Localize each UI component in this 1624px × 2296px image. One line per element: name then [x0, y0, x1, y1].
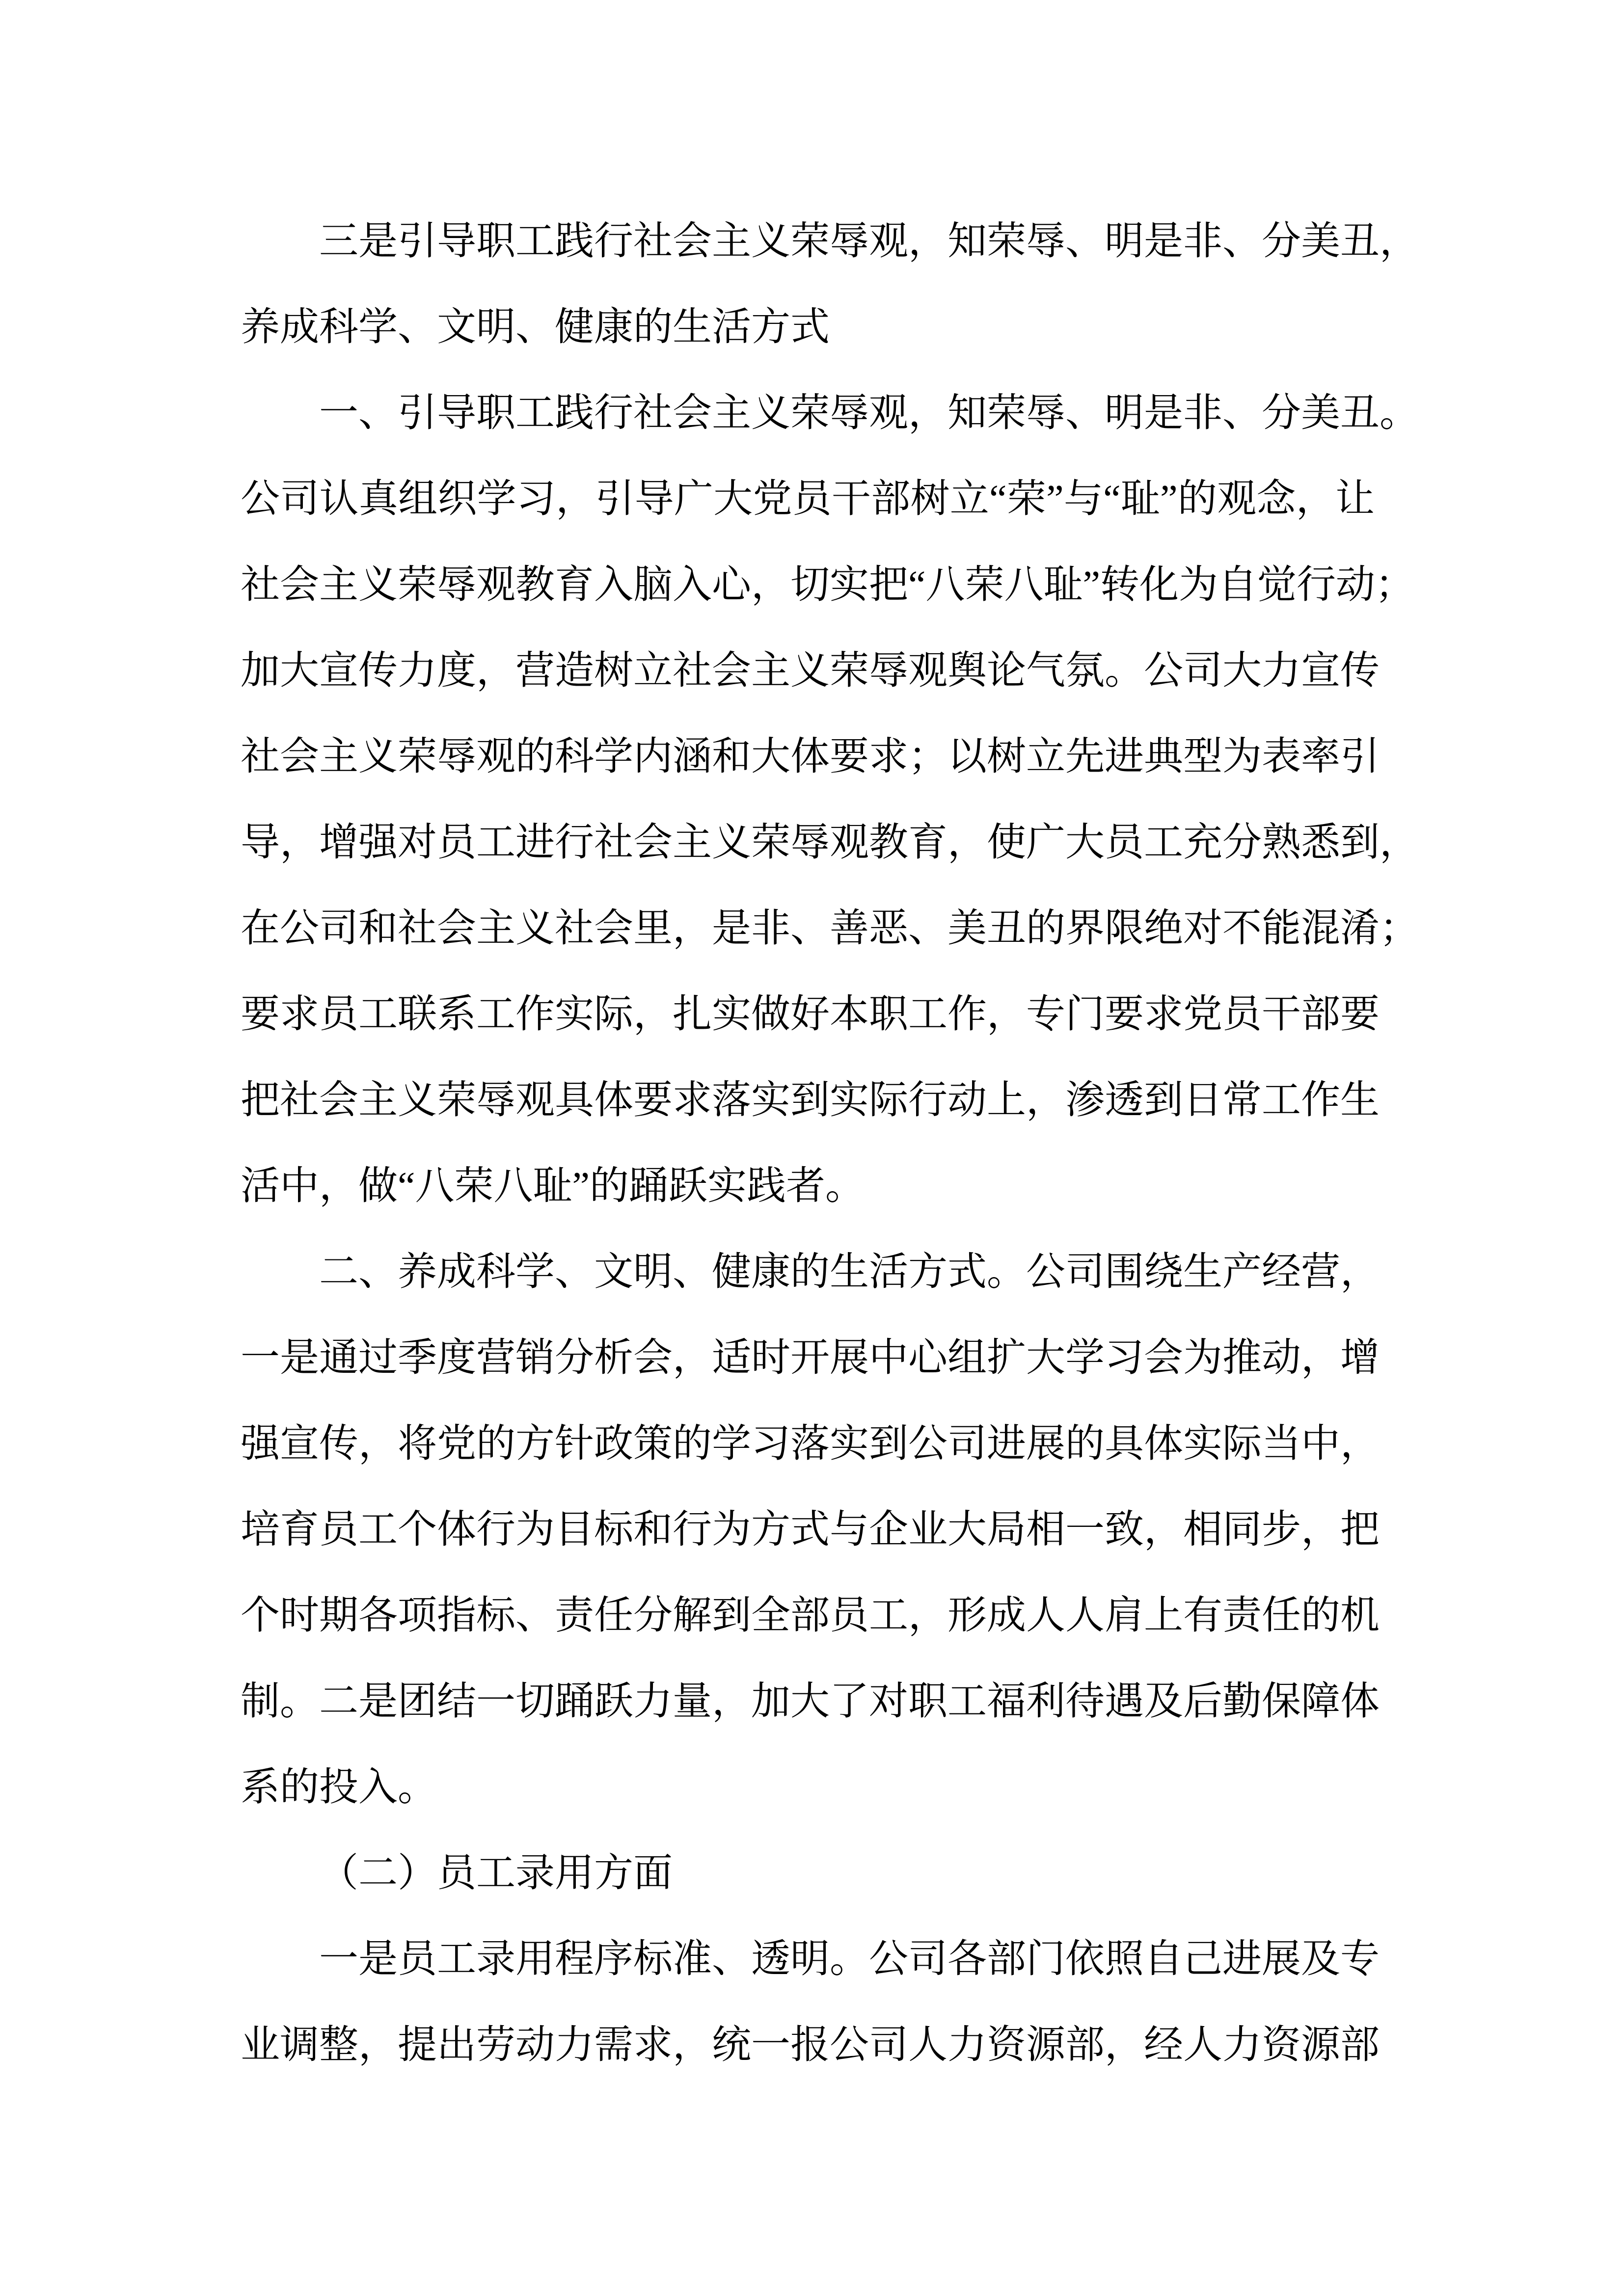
paragraph: [241, 1229, 1380, 1831]
text-line: 在公司和社会主义社会里，是非、善恶、美丑的界限绝对不能混淆；: [241, 907, 1419, 950]
text-line: 养成科学、文明、健康的生活方式: [241, 306, 830, 349]
text-line: 加大宣传力度，营造树立社会主义荣辱观舆论气氛。公司大力宣传: [241, 649, 1380, 693]
text-line: 制。二是团结一切踊跃力量，加大了对职工福利待遇及后勤保障体: [241, 1680, 1380, 1723]
text-line: 社会主义荣辱观的科学内涵和大体要求；以树立先进典型为表率引: [241, 735, 1380, 778]
text-line: 一、引导职工践行社会主义荣辱观，知荣辱、明是非、分美丑。: [319, 392, 1419, 435]
document-body: [241, 199, 1419, 2088]
text-line: 系的投入。: [241, 1766, 437, 1809]
text-line: 要求员工联系工作实际，扎实做好本职工作，专门要求党员干部要: [241, 993, 1380, 1036]
paragraph: [241, 1917, 1380, 2088]
paragraph: [241, 371, 1419, 1229]
text-line: 业调整，提出劳动力需求，统一报公司人力资源部，经人力资源部: [241, 2024, 1380, 2067]
paragraph: [241, 199, 1419, 371]
text-line: 把社会主义荣辱观具体要求落实到实际行动上，渗透到日常工作生: [241, 1079, 1380, 1122]
text-line: 二、养成科学、文明、健康的生活方式。公司围绕生产经营，: [319, 1251, 1380, 1294]
text-line: （二）员工录用方面: [319, 1852, 673, 1895]
text-line: 三是引导职工践行社会主义荣辱观，知荣辱、明是非、分美丑，: [319, 220, 1419, 263]
text-line: 社会主义荣辱观教育入脑入心，切实把“八荣八耻”转化为自觉行动；: [241, 563, 1415, 607]
text-line: 活中，做“八荣八耻”的踊跃实践者。: [241, 1165, 865, 1208]
text-line: 培育员工个体行为目标和行为方式与企业大局相一致，相同步，把: [241, 1508, 1380, 1551]
text-line: 一是员工录用程序标准、透明。公司各部门依照自己进展及专: [319, 1938, 1380, 1981]
text-line: 个时期各项指标、责任分解到全部员工，形成人人肩上有责任的机: [241, 1594, 1380, 1637]
text-line: 强宣传，将党的方针政策的学习落实到公司进展的具体实际当中，: [241, 1422, 1380, 1466]
text-line: 导，增强对员工进行社会主义荣辱观教育，使广大员工充分熟悉到，: [241, 821, 1419, 864]
text-line: 一是通过季度营销分析会，适时开展中心组扩大学习会为推动，增: [241, 1336, 1380, 1380]
text-line: 公司认真组织学习，引导广大党员干部树立“荣”与“耻”的观念，让: [241, 478, 1375, 521]
paragraph: [241, 1831, 1375, 1917]
